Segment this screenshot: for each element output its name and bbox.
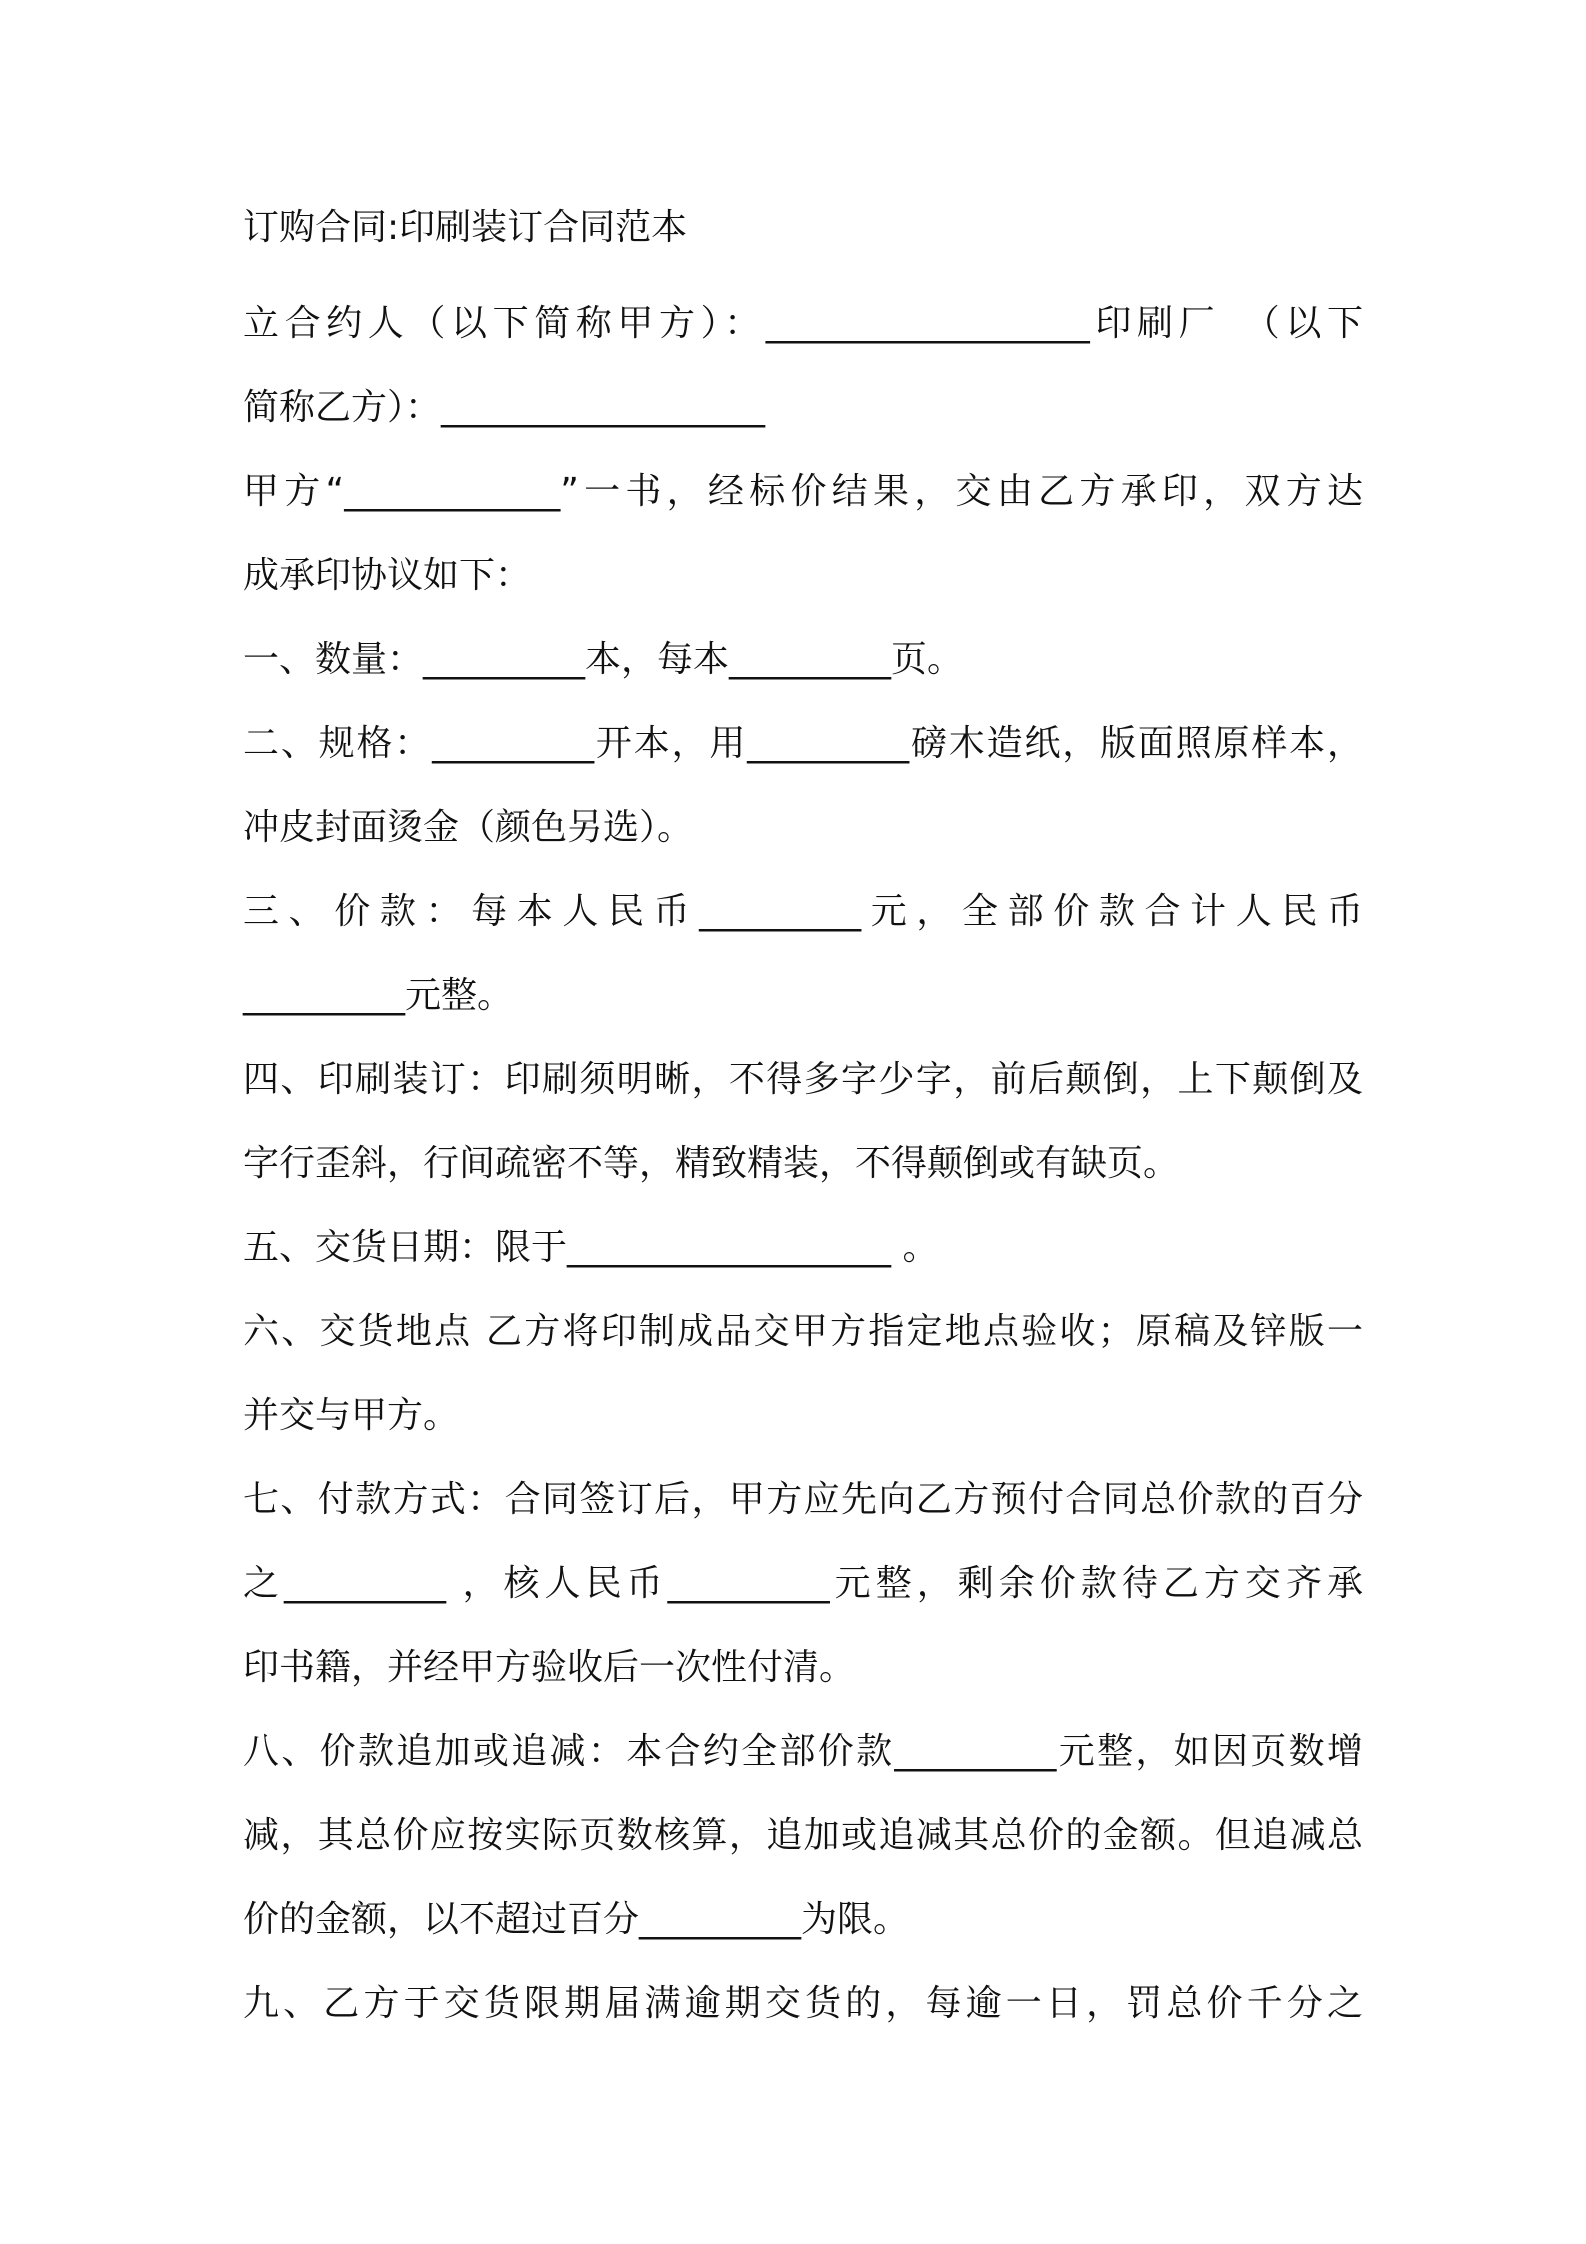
paragraph-line: 五、交货日期：限于__________________ 。 — [243, 1227, 939, 1268]
paragraph-line: 九、乙方于交货限期届满逾期交货的，每逾一日，罚总价千分之 — [243, 1983, 1363, 2024]
paragraph-line: 之_________ ，核人民币_________元整，剩余价款待乙方交齐承 — [243, 1563, 1363, 1604]
paragraph-line: 简称乙方）：__________________ — [243, 387, 766, 428]
paragraph-line: 三、价款：每本人民币_________元，全部价款合计人民币 — [243, 891, 1363, 932]
paragraph-line: 立合约人（以下简称甲方）：__________________印刷厂 （以下 — [243, 303, 1363, 344]
document-title: 订购合同:印刷装订合同范本 — [243, 207, 688, 248]
paragraph-line: 并交与甲方。 — [243, 1395, 460, 1436]
paragraph-line: 印书籍，并经甲方验收后一次性付清。 — [243, 1647, 856, 1688]
paragraph-line: 冲皮封面烫金（颜色另选）。 — [243, 807, 694, 848]
paragraph-line: 二、规格：_________开本，用_________磅木造纸，版面照原样本， — [243, 723, 1363, 764]
paragraph-line: _________元整。 — [243, 975, 514, 1016]
paragraph-line: 六、交货地点 乙方将印制成品交甲方指定地点验收；原稿及锌版一 — [243, 1311, 1363, 1352]
paragraph-line: 八、价款追加或追减：本合约全部价款_________元整，如因页数增 — [243, 1731, 1363, 1772]
paragraph-line: 字行歪斜，行间疏密不等，精致精装，不得颠倒或有缺页。 — [243, 1143, 1180, 1184]
paragraph-line: 减，其总价应按实际页数核算，追加或追减其总价的金额。但追减总 — [243, 1815, 1363, 1856]
paragraph-line: 价的金额，以不超过百分_________为限。 — [243, 1899, 910, 1940]
paragraph-line: 成承印协议如下： — [243, 555, 532, 596]
document-body — [243, 200, 1363, 2046]
paragraph-line: 甲方“____________”一书，经标价结果，交由乙方承印，双方达 — [243, 471, 1363, 512]
paragraph-line: 四、印刷装订：印刷须明晰，不得多字少字，前后颠倒，上下颠倒及 — [243, 1059, 1363, 1100]
paragraph-line: 一、数量：_________本，每本_________页。 — [243, 639, 964, 680]
paragraph-line: 七、付款方式：合同签订后，甲方应先向乙方预付合同总价款的百分 — [243, 1479, 1363, 1520]
